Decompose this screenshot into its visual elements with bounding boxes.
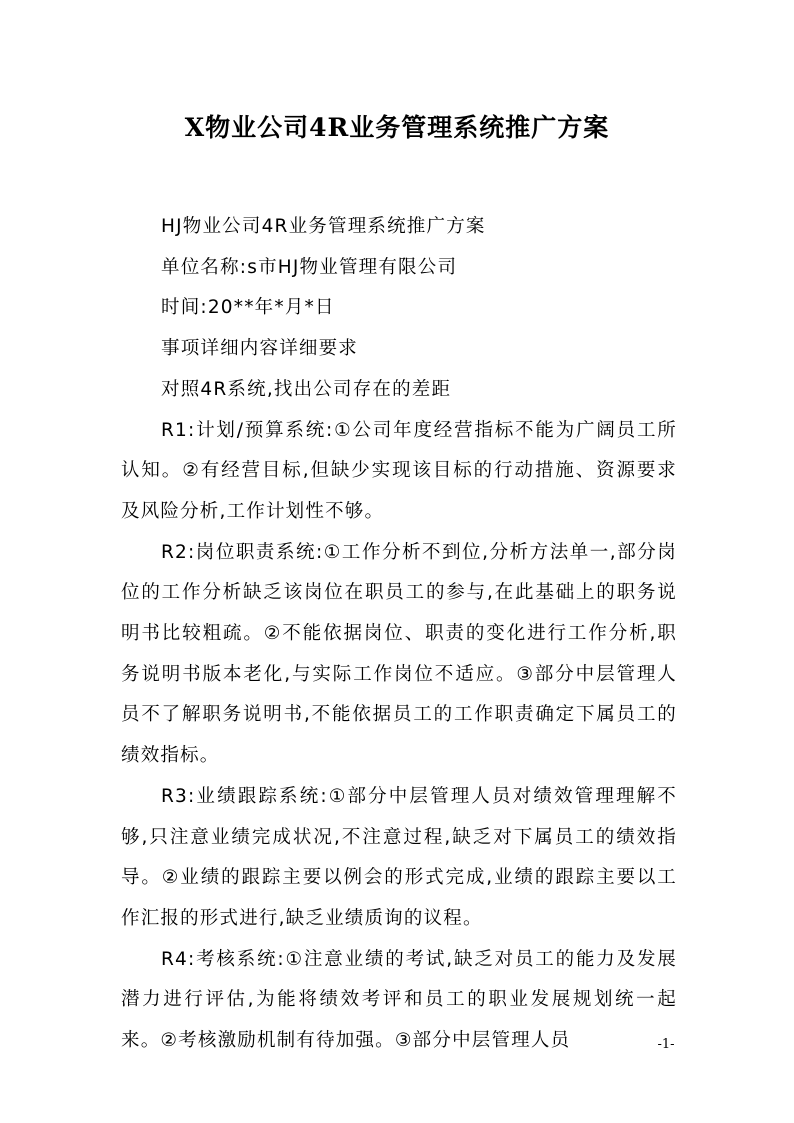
page-number: -1-: [657, 1037, 675, 1052]
paragraph-r3: R3:业绩跟踪系统:①部分中层管理人员对绩效管理理解不够,只注意业绩完成状况,不注意过程,缺乏对下属员工的绩效指导。②业绩的跟踪主要以例会的形式完成,业绩的跟踪主要以工作汇报的形式进行,缺乏业绩质询的议程。: [121, 785, 677, 929]
paragraph-heading: HJ物业公司4R业务管理系统推广方案: [161, 216, 486, 237]
document-title: X物业公司4R业务管理系统推广方案: [184, 113, 610, 142]
paragraph-r4: R4:考核系统:①注意业绩的考试,缺乏对员工的能力及发展潜力进行评估,为能将绩效考评和员工的职业发展规划统一起来。②考核激励机制有待加强。③部分中层管理人员: [121, 948, 677, 1052]
paragraph-r2: R2:岗位职责系统:①工作分析不到位,分析方法单一,部分岗位的工作分析缺乏该岗位在职员工的参与,在此基础上的职务说明书比较粗疏。②不能依据岗位、职责的变化进行工作分析,职务说明书版本老化,与实际工作岗位不适应。③部分中层管理人员不了解职务说明书,不能依据员工的工作职责确定下属员工的绩效指标。: [121, 541, 677, 767]
paragraph-unit-name: 单位名称:s市HJ物业管理有限公司: [161, 256, 458, 278]
paragraph-compare: 对照4R系统,找出公司存在的差距: [161, 378, 452, 400]
paragraph-date: 时间:20**年*月*日: [161, 297, 335, 319]
paragraph-item-header: 事项详细内容详细要求: [161, 338, 359, 360]
document-body: [121, 207, 677, 1062]
paragraph-r1: R1:计划/预算系统:①公司年度经营指标不能为广阔员工所认知。②有经营目标,但缺少实现该目标的行动措施、资源要求及风险分析,工作计划性不够。: [121, 419, 677, 522]
